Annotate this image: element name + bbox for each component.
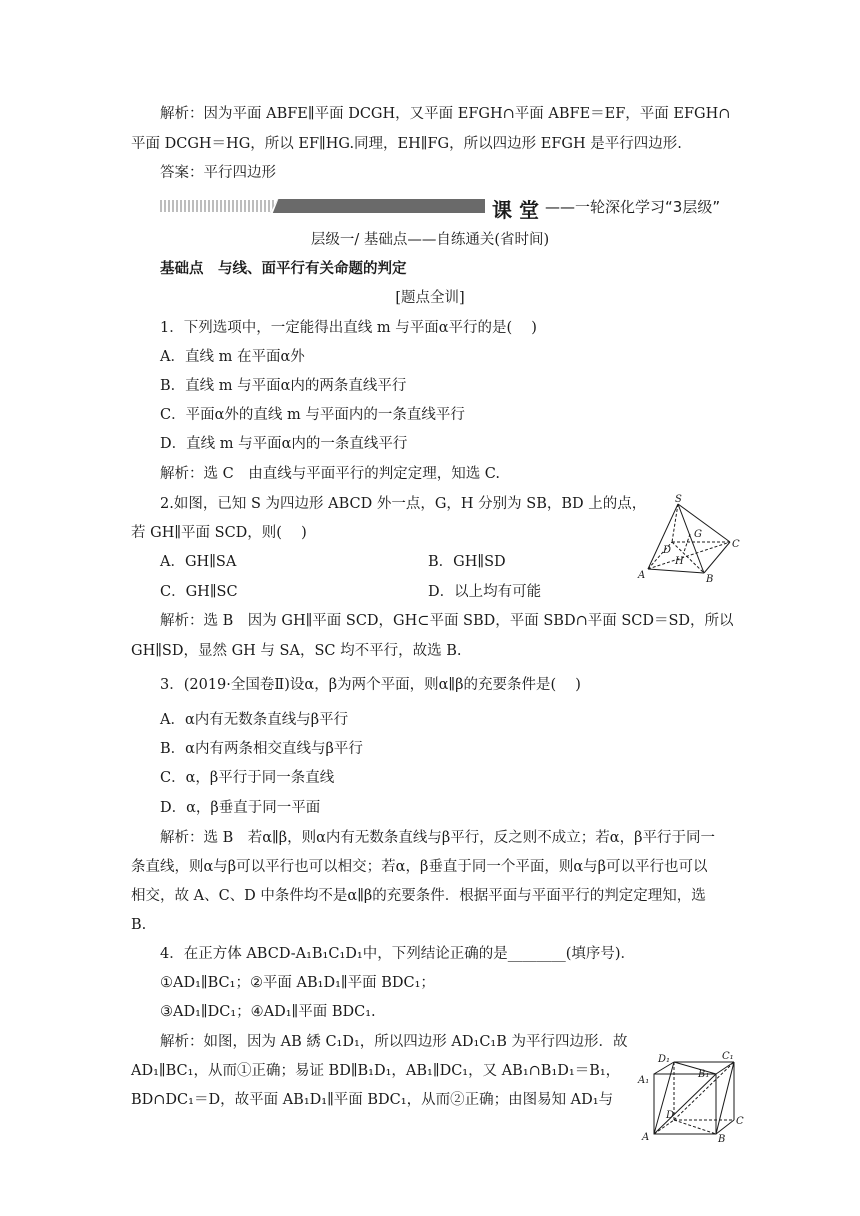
option-a: A．α内有无数条直线与β平行 — [160, 712, 349, 728]
option-b: B．α内有两条相交直线与β平行 — [160, 741, 363, 757]
banner-stripe — [160, 200, 275, 212]
vertex-label-h: H — [675, 556, 684, 567]
vertex-label-d: D — [663, 545, 672, 556]
pyramid-figure — [632, 490, 744, 585]
question-3: 3．(2019·全国卷Ⅱ)设α，β为两个平面，则α∥β的充要条件是( ) — [160, 677, 581, 693]
answer-3: 解析：选 B 若α∥β，则α内有无数条直线与β平行，反之则不成立；若α，β平行于同一 — [160, 830, 715, 846]
question-2: 2.如图，已知 S 为四边形 ABCD 外一点，G，H 分别为 SB，BD 上的点， — [160, 496, 647, 512]
question-2-cont: 若 GH∥平面 SCD，则( ) — [131, 525, 307, 541]
vertex-label-a: A — [638, 570, 646, 581]
answer-3-cont: 条直线，则α与β可以平行也可以相交；若α，β垂直于同一个平面，则α与β可以平行也可以 — [131, 859, 708, 875]
option-c: C．平面α外的直线 m 与平面内的一条直线平行 — [160, 407, 465, 423]
banner-subtitle: ——一轮深化学习“3层级” — [545, 198, 721, 216]
option-d: D．直线 m 与平面α内的一条直线平行 — [160, 436, 408, 452]
option-d: D．α，β垂直于同一平面 — [160, 800, 321, 816]
answer-3-cont: 相交，故 A、C、D 中条件均不是α∥β的充要条件．根据平面与平面平行的判定定理知，选 — [131, 888, 706, 904]
option-d: D．以上均有可能 — [428, 584, 542, 600]
vertex-label-b: B — [706, 574, 714, 585]
option-c: C．GH∥SC — [160, 584, 238, 600]
banner-bar — [270, 199, 485, 213]
answer-4: 解析：如图，因为 AB 綉 C₁D₁，所以四边形 AD₁C₁B 为平行四边形．故 — [160, 1034, 628, 1050]
vertex-label-c: C — [732, 539, 740, 550]
vertex-label-c: C — [736, 1116, 744, 1127]
vertex-label-s: S — [675, 494, 682, 505]
vertex-label-d: D — [666, 1110, 675, 1121]
answer-3-cont: B. — [131, 917, 147, 933]
answer-4-cont: BD∩DC₁＝D，故平面 AB₁D₁∥平面 BDC₁，从而②正确；由图易知 AD₁与 — [131, 1092, 614, 1108]
vertex-label-d1: D₁ — [658, 1054, 671, 1065]
question-4-statements: ①AD₁∥BC₁；②平面 AB₁D₁∥平面 BDC₁； — [160, 975, 435, 991]
section-heading: 基础点 与线、面平行有关命题的判定 — [160, 260, 407, 277]
level-heading: 层级一/ 基础点——自练通关(省时间) — [310, 232, 550, 248]
text-line: 平面 DCGH＝HG，所以 EF∥HG.同理，EH∥FG，所以四边形 EFGH 是平行四边形. — [131, 136, 682, 152]
vertex-label-a1: A₁ — [638, 1075, 650, 1086]
text-line: 解析：因为平面 ABFE∥平面 DCGH，又平面 EFGH∩平面 ABFE＝EF，平面 EFGH∩ — [160, 106, 731, 122]
text-line: 答案：平行四边形 — [160, 165, 276, 181]
option-a: A．直线 m 在平面α外 — [160, 349, 305, 365]
subsection-label: [题点全训] — [395, 290, 465, 306]
vertex-label-c1: C₁ — [722, 1051, 734, 1062]
question-4-statements: ③AD₁∥DC₁；④AD₁∥平面 BDC₁. — [160, 1004, 376, 1020]
banner-title: 课 堂 — [492, 198, 539, 222]
option-a: A．GH∥SA — [160, 554, 237, 570]
option-b: B．直线 m 与平面α内的两条直线平行 — [160, 378, 407, 394]
question-1: 1．下列选项中，一定能得出直线 m 与平面α平行的是( ) — [160, 320, 537, 336]
option-c: C．α，β平行于同一条直线 — [160, 770, 335, 786]
answer-2: 解析：选 B 因为 GH∥平面 SCD，GH⊂平面 SBD，平面 SBD∩平面 SCD＝SD，所以 — [160, 613, 734, 629]
answer-1: 解析：选 C 由直线与平面平行的判定定理，知选 C. — [160, 466, 500, 482]
vertex-label-a: A — [642, 1132, 650, 1143]
cube-figure — [636, 1050, 748, 1144]
section-banner — [160, 196, 730, 222]
vertex-label-b1: B₁ — [698, 1069, 710, 1080]
option-b: B．GH∥SD — [428, 554, 506, 570]
vertex-label-g: G — [694, 529, 702, 540]
question-4: 4．在正方体 ABCD-A₁B₁C₁D₁中，下列结论正确的是________(填序号)． — [160, 946, 636, 962]
answer-2-cont: GH∥SD，显然 GH 与 SA，SC 均不平行，故选 B. — [131, 643, 462, 659]
answer-4-cont: AD₁∥BC₁，从而①正确；易证 BD∥B₁D₁，AB₁∥DC₁，又 AB₁∩B₁D₁＝B₁， — [131, 1063, 621, 1079]
vertex-label-b: B — [718, 1134, 726, 1144]
